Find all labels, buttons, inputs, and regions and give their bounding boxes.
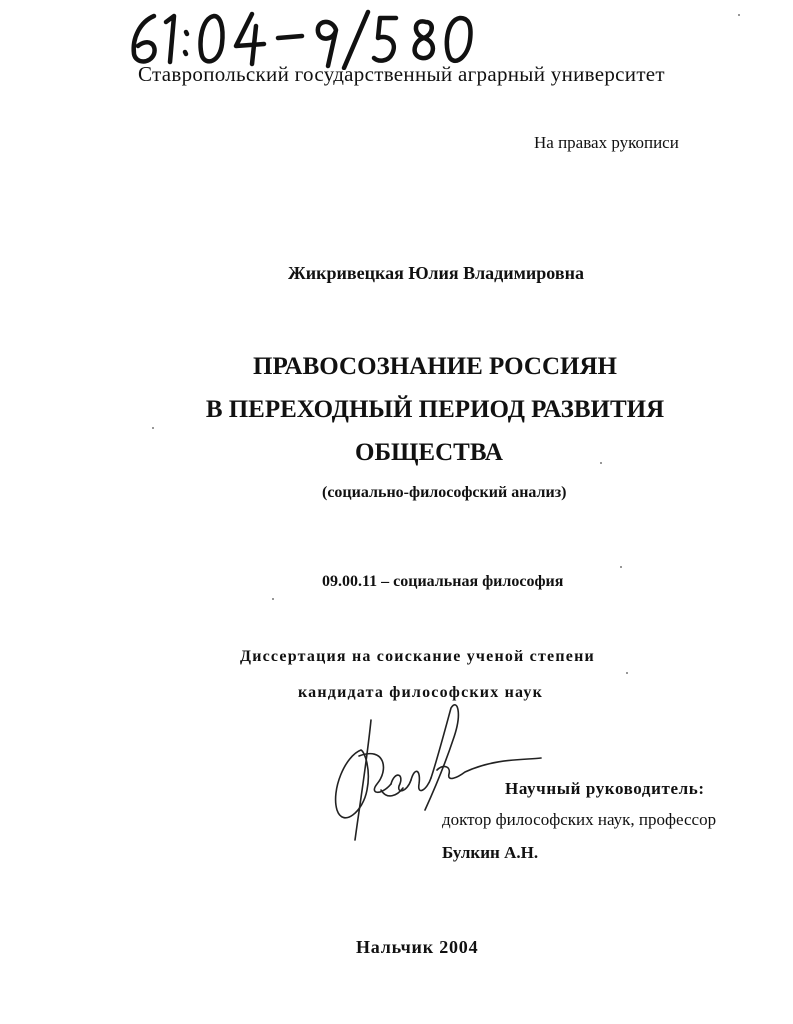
dissertation-line-2: кандидата философских наук	[298, 684, 544, 701]
author-name: Жикривецкая Юлия Владимировна	[288, 263, 584, 283]
specialty-code: 09.00.11 – социальная философия	[322, 573, 564, 590]
dissertation-line-1: Диссертация на соискание ученой степени	[240, 648, 595, 665]
scan-speck	[600, 462, 602, 464]
scan-speck	[152, 427, 154, 429]
rights-note: На правах рукописи	[534, 133, 679, 152]
supervisor-name: Булкин А.Н.	[442, 843, 539, 862]
title-line-3: ОБЩЕСТВА	[355, 439, 503, 466]
title-line-1: ПРАВОСОЗНАНИЕ РОССИЯН	[253, 353, 617, 380]
scan-speck	[620, 566, 622, 568]
scan-speck	[272, 598, 274, 600]
subtitle: (социально-философский анализ)	[322, 484, 567, 501]
title-line-2: В ПЕРЕХОДНЫЙ ПЕРИОД РАЗВИТИЯ	[205, 396, 665, 423]
supervisor-degree: доктор философских наук, профессор	[442, 810, 717, 829]
university-name: Ставропольский государственный аграрный университет	[138, 62, 665, 86]
scan-speck	[626, 672, 628, 674]
supervisor-label: Научный руководитель:	[505, 779, 705, 798]
place-year: Нальчик 2004	[356, 937, 479, 957]
handwritten-archive-number	[122, 8, 482, 70]
scan-speck	[738, 14, 740, 16]
